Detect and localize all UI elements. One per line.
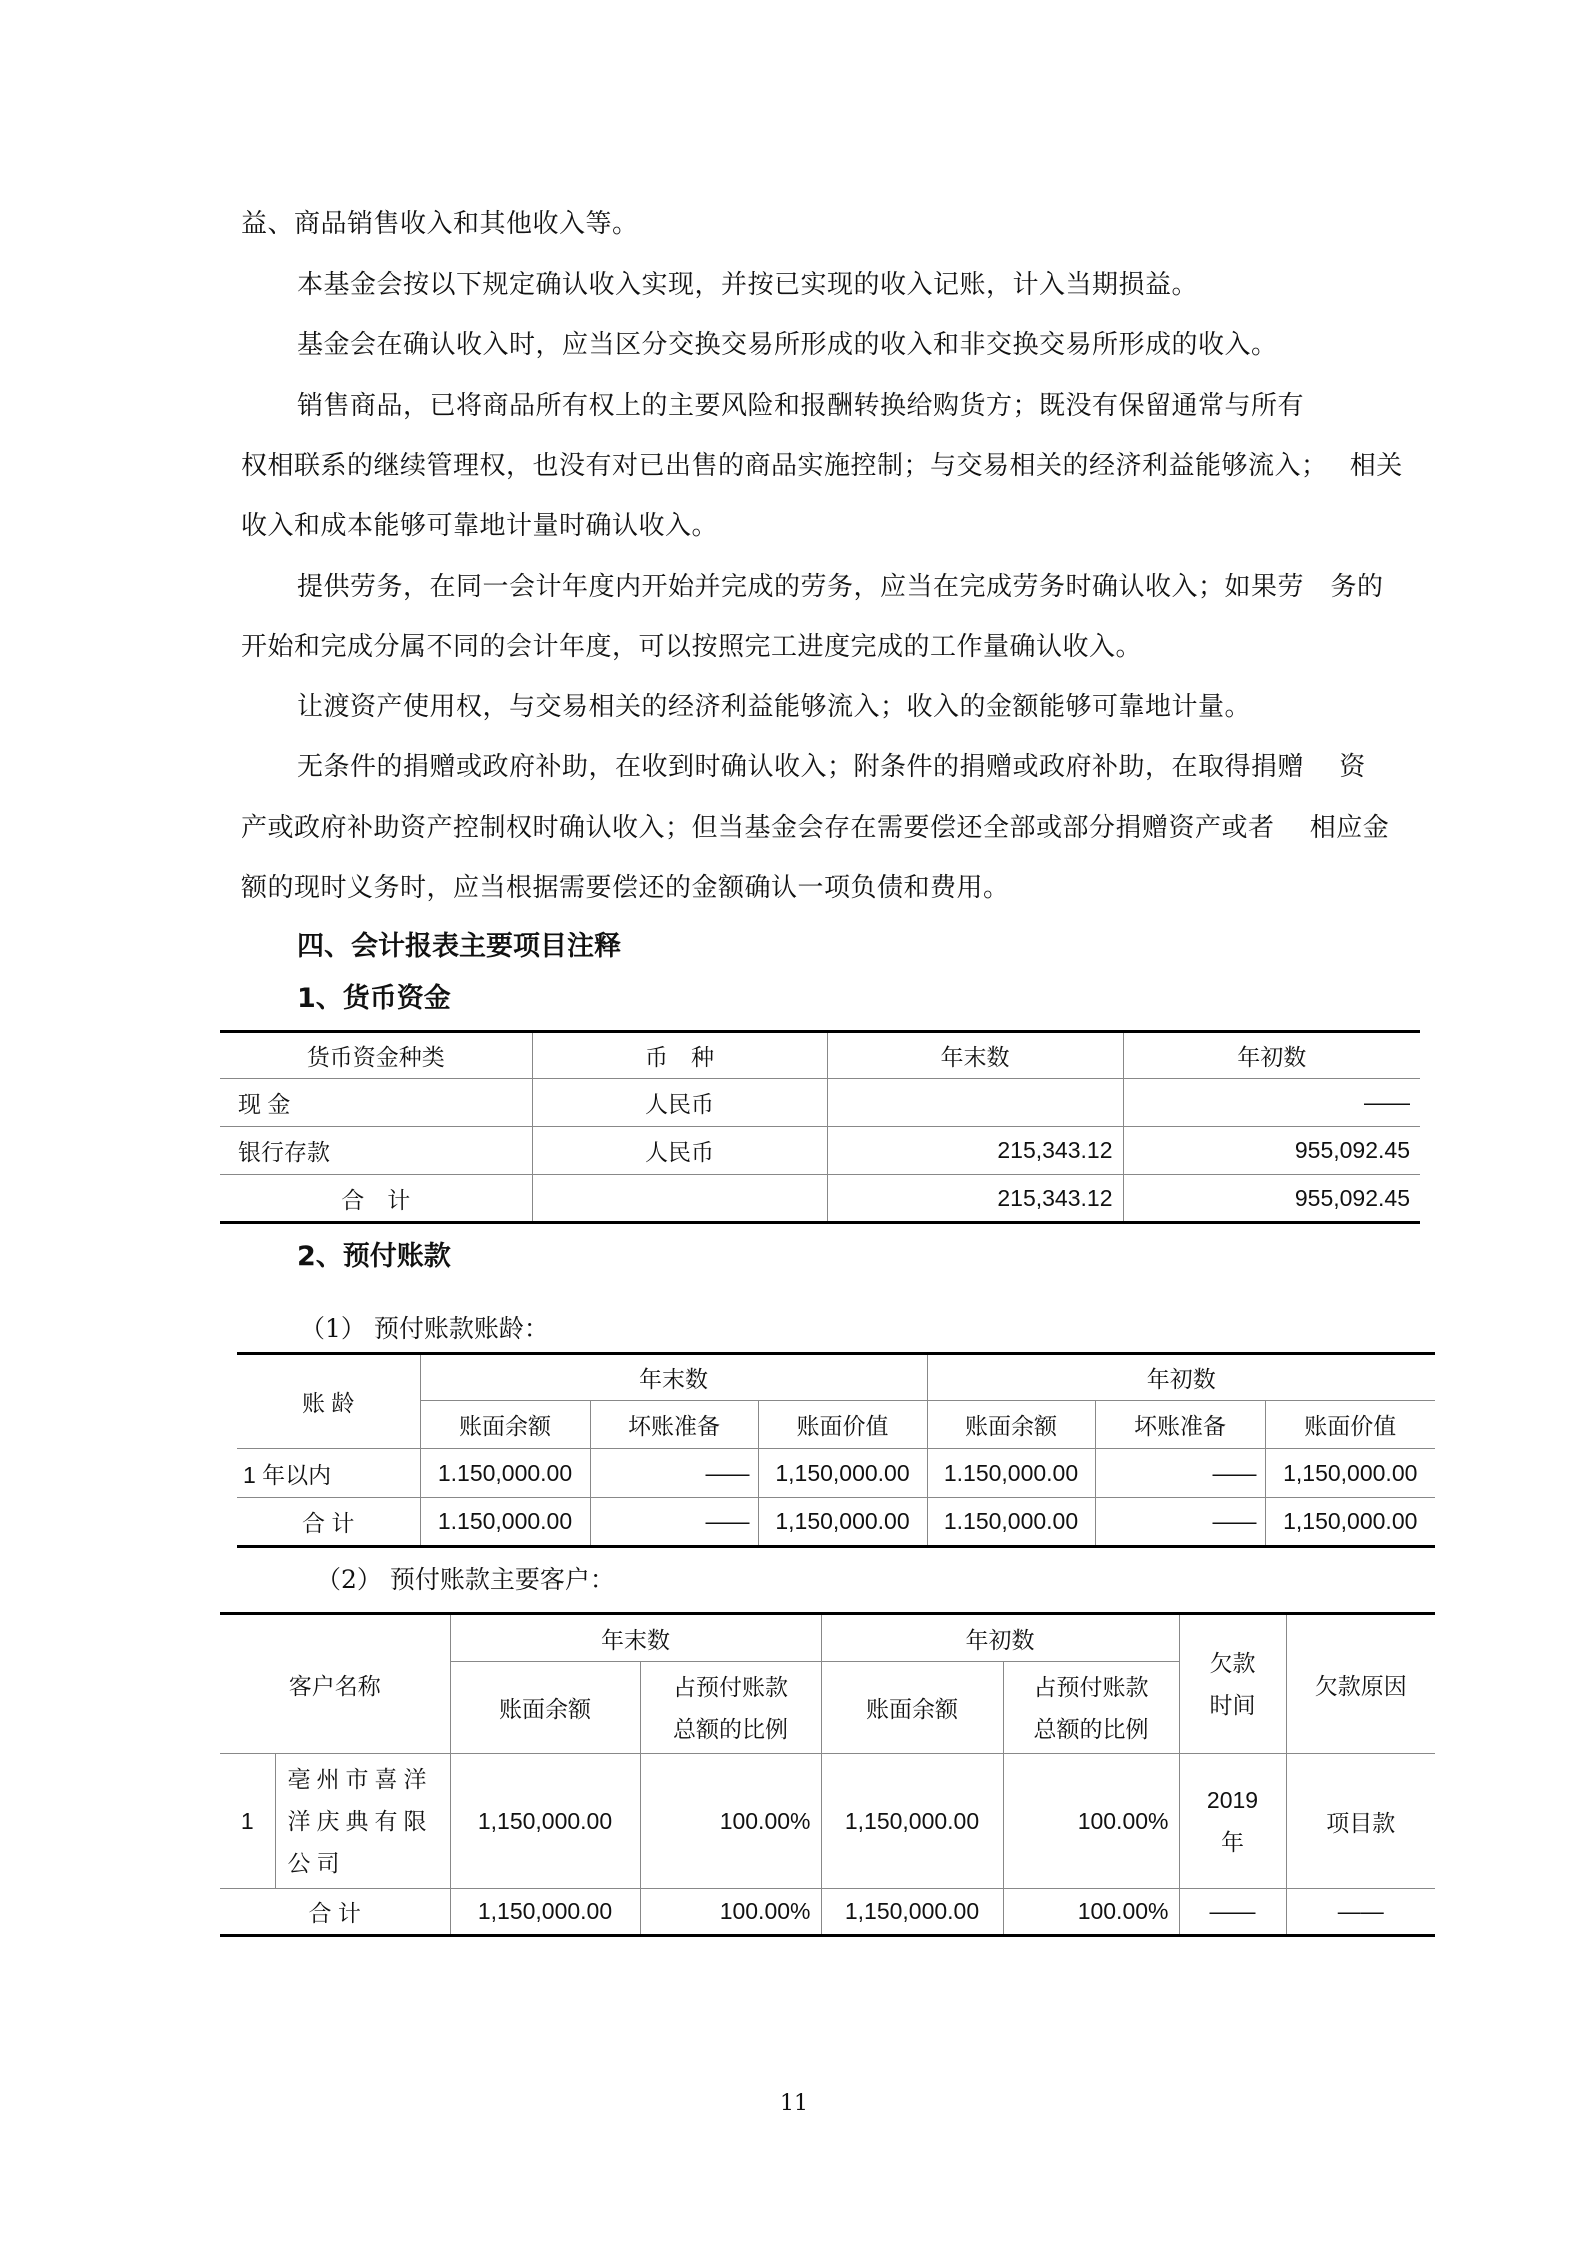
paragraph-line: 益、商品销售收入和其他收入等。 (241, 209, 639, 239)
paragraph-line: 权相联系的继续管理权，也没有对已出售的商品实施控制；与交易相关的经济利益能够流入； 相关 (241, 451, 1403, 481)
aging-table (237, 1352, 1435, 1548)
table-cell: 1.150,000.00 (420, 1498, 590, 1547)
table-row (220, 1079, 1420, 1127)
table-cell: 1,150,000.00 (1265, 1498, 1435, 1547)
table-header-row (237, 1354, 1435, 1401)
table-total-row (220, 1889, 1435, 1936)
table-cell: —— (1179, 1889, 1286, 1936)
table-header-cell: 占预付账款总额的比例 (640, 1662, 821, 1754)
table-header-cell: 账面余额 (927, 1401, 1095, 1449)
table-cell: 亳州市喜洋洋庆典有限公司 (275, 1754, 450, 1889)
table-cell (532, 1175, 827, 1223)
aging-subtitle: （1） 预付账款账龄： (300, 1314, 549, 1343)
table-cell: —— (1123, 1079, 1420, 1127)
table-cell: 955,092.45 (1123, 1127, 1420, 1175)
table-header-cell: 账面价值 (758, 1401, 927, 1449)
paragraph-line: 无条件的捐赠或政府补助，在收到时确认收入；附条件的捐赠或政府补助，在取得捐赠 资 (297, 752, 1366, 782)
table-header-cell: 账面价值 (1265, 1401, 1435, 1449)
paragraph-line: 开始和完成分属不同的会计年度，可以按照完工进度完成的工作量确认收入。 (241, 632, 1143, 662)
table-cell: 项目款 (1286, 1754, 1435, 1889)
table-cell: 1,150,000.00 (450, 1754, 640, 1889)
table-cell: 人民币 (532, 1079, 827, 1127)
table-header-cell: 币 种 (532, 1032, 827, 1079)
table-row (220, 1127, 1420, 1175)
table-cell: 合 计 (237, 1498, 420, 1547)
paragraph-line: 收入和成本能够可靠地计量时确认收入。 (241, 511, 719, 541)
table-cell: 1 (220, 1754, 275, 1889)
paragraph-line: 本基金会按以下规定确认收入实现，并按已实现的收入记账，计入当期损益。 (297, 270, 1199, 300)
table-header-cell: 账面余额 (420, 1401, 590, 1449)
table-cell: —— (1095, 1498, 1265, 1547)
table-cell: 1.150,000.00 (927, 1498, 1095, 1547)
cash-title: 1、货币资金 (297, 983, 451, 1014)
table-cell: 1.150,000.00 (927, 1449, 1095, 1498)
table-header-cell: 账面余额 (821, 1662, 1003, 1754)
table-header-cell: 欠款原因 (1286, 1614, 1435, 1754)
table-cell: 合 计 (220, 1889, 450, 1936)
table-header-cell: 占预付账款总额的比例 (1003, 1662, 1179, 1754)
table-cell: 215,343.12 (827, 1175, 1123, 1223)
table-cell: 合 计 (220, 1175, 532, 1223)
table-cell: 215,343.12 (827, 1127, 1123, 1175)
table-header-row (220, 1032, 1420, 1079)
table-cell: —— (1095, 1449, 1265, 1498)
table-header-row (220, 1614, 1435, 1662)
table-header-cell: 坏账准备 (1095, 1401, 1265, 1449)
customers-subtitle: （2） 预付账款主要客户： (316, 1565, 615, 1594)
table-cell: 1.150,000.00 (420, 1449, 590, 1498)
table-header-cell: 坏账准备 (590, 1401, 758, 1449)
paragraph-line: 额的现时义务时，应当根据需要偿还的金额确认一项负债和费用。 (241, 873, 1010, 903)
table-header-cell: 年末数 (420, 1354, 927, 1401)
table-cell: —— (590, 1449, 758, 1498)
prepay-title: 2、预付账款 (297, 1241, 451, 1272)
table-total-row (237, 1498, 1435, 1547)
table-row (237, 1449, 1435, 1498)
table-header-cell: 年末数 (450, 1614, 821, 1662)
table-header-cell: 年末数 (827, 1032, 1123, 1079)
table-cell: 2019 年 (1179, 1754, 1286, 1889)
page-number: 11 (780, 2091, 808, 2116)
table-cell: 1,150,000.00 (821, 1754, 1003, 1889)
table-cell: —— (1286, 1889, 1435, 1936)
table-cell: 100.00% (1003, 1754, 1179, 1889)
paragraph-line: 产或政府补助资产控制权时确认收入；但当基金会存在需要偿还全部或部分捐赠资产或者 相应金 (241, 813, 1390, 843)
table-cell: 100.00% (640, 1889, 821, 1936)
table-cell: 100.00% (640, 1754, 821, 1889)
table-cell: 955,092.45 (1123, 1175, 1420, 1223)
table-header-cell: 年初数 (1123, 1032, 1420, 1079)
table-header-cell: 账面余额 (450, 1662, 640, 1754)
customers-table (220, 1612, 1435, 1937)
table-header-cell: 账 龄 (237, 1354, 420, 1449)
table-cell: 银行存款 (220, 1127, 532, 1175)
table-header-cell: 年初数 (927, 1354, 1435, 1401)
table-header-cell: 客户名称 (220, 1614, 450, 1754)
table-cell: 1 年以内 (237, 1449, 420, 1498)
table-cell (827, 1079, 1123, 1127)
cash-table (220, 1030, 1420, 1224)
paragraph-line: 提供劳务，在同一会计年度内开始并完成的劳务，应当在完成劳务时确认收入；如果劳 务的 (297, 572, 1384, 602)
table-row (220, 1754, 1435, 1889)
table-header-cell: 欠款时间 (1179, 1614, 1286, 1754)
table-cell: 1,150,000.00 (758, 1449, 927, 1498)
paragraph-line: 基金会在确认收入时，应当区分交换交易所形成的收入和非交换交易所形成的收入。 (297, 330, 1278, 360)
table-total-row (220, 1175, 1420, 1223)
section-title: 四、会计报表主要项目注释 (297, 931, 621, 962)
table-cell: 100.00% (1003, 1889, 1179, 1936)
table-cell: —— (590, 1498, 758, 1547)
table-header-cell: 货币资金种类 (220, 1032, 532, 1079)
paragraph-line: 让渡资产使用权，与交易相关的经济利益能够流入；收入的金额能够可靠地计量。 (297, 692, 1252, 722)
table-cell: 1,150,000.00 (821, 1889, 1003, 1936)
paragraph-line: 销售商品，已将商品所有权上的主要风险和报酬转换给购货方；既没有保留通常与所有 (297, 391, 1305, 421)
table-cell: 1,150,000.00 (1265, 1449, 1435, 1498)
table-cell: 1,150,000.00 (450, 1889, 640, 1936)
table-header-cell: 年初数 (821, 1614, 1179, 1662)
table-cell: 1,150,000.00 (758, 1498, 927, 1547)
table-cell: 现 金 (220, 1079, 532, 1127)
table-cell: 人民币 (532, 1127, 827, 1175)
